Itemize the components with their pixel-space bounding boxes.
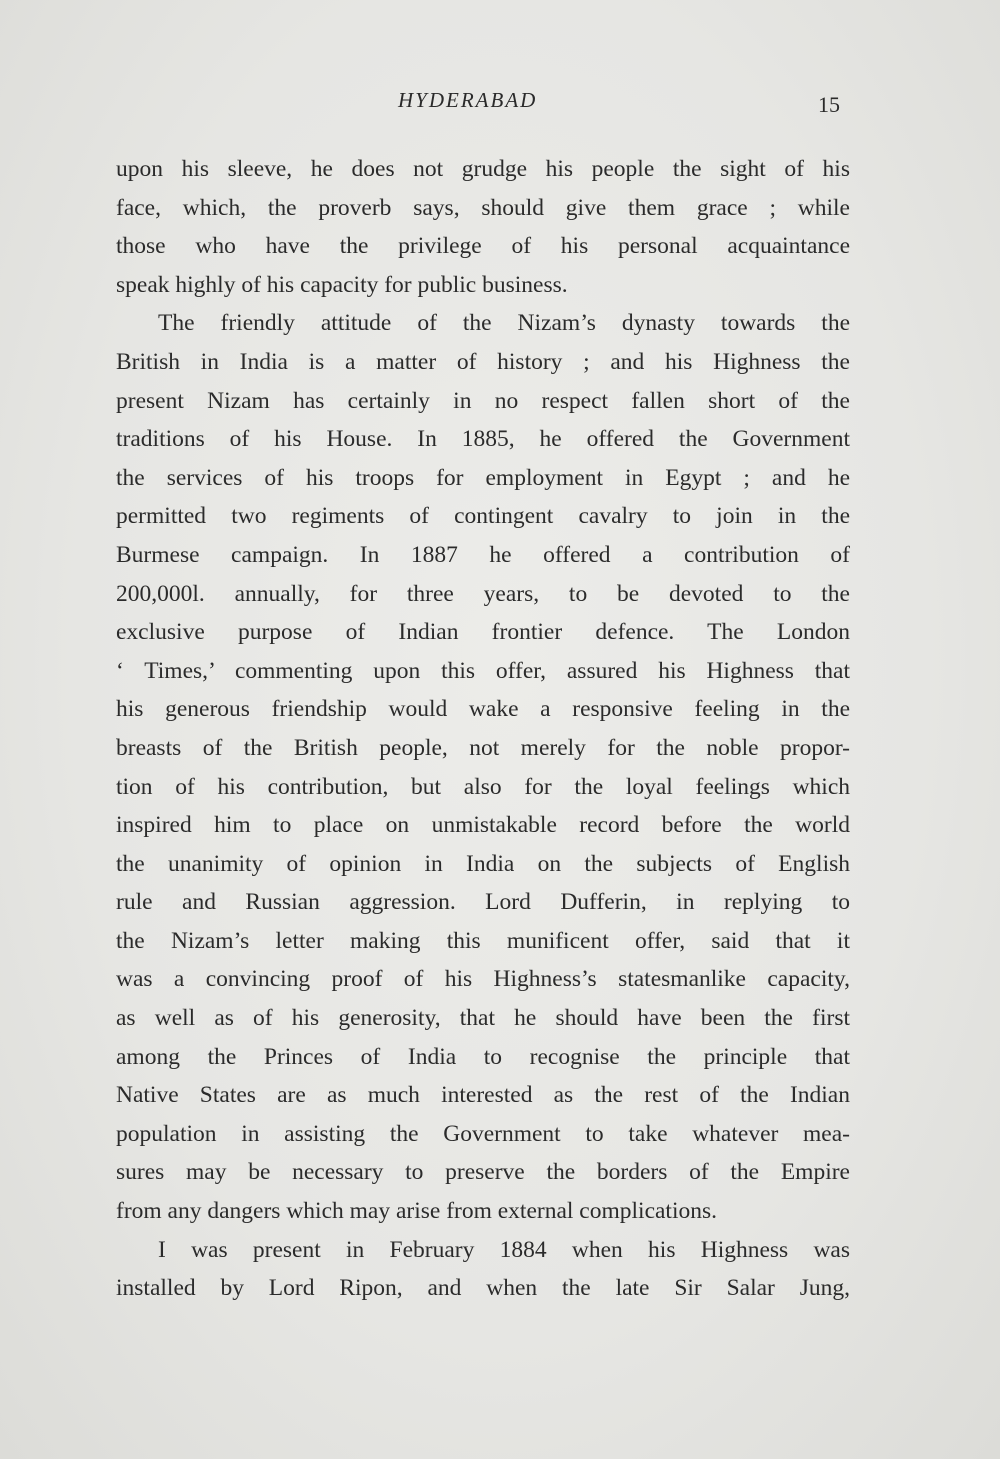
- text-line: installed by Lord Ripon, and when the late Sir Salar Jung,: [116, 1275, 850, 1302]
- text-line: I was present in February 1884 when his Highness was: [158, 1236, 850, 1263]
- text-line: permitted two regiments of contingent cavalry to join in the: [116, 503, 850, 530]
- text-line: sures may be necessary to preserve the borders of the Empire: [116, 1159, 850, 1186]
- text-line: inspired him to place on unmistakable record before the world: [116, 812, 850, 839]
- text-line: Burmese campaign. In 1887 he offered a contribution of: [116, 541, 850, 568]
- text-line: as well as of his generosity, that he should have been the first: [116, 1005, 850, 1032]
- text-line: British in India is a matter of history ; and his Highness the: [116, 348, 850, 375]
- text-line: tion of his contribution, but also for the loyal feelings which: [116, 773, 850, 800]
- text-line: among the Princes of India to recognise the principle that: [116, 1043, 850, 1070]
- text-line: his generous friendship would wake a responsive feeling in the: [116, 696, 850, 723]
- text-line: exclusive purpose of Indian frontier defence. The London: [116, 619, 850, 646]
- text-line: 200,000l. annually, for three years, to be devoted to the: [116, 580, 850, 607]
- text-line: present Nizam has certainly in no respect fallen short of the: [116, 387, 850, 414]
- text-line: The friendly attitude of the Nizam’s dynasty towards the: [158, 310, 850, 337]
- text-line: the services of his troops for employment in Egypt ; and he: [116, 464, 850, 491]
- text-line: upon his sleeve, he does not grudge his people the sight of his: [116, 156, 850, 182]
- text-line: rule and Russian aggression. Lord Dufferin, in replying to: [116, 889, 850, 916]
- text-line: speak highly of his capacity for public business.: [116, 271, 568, 298]
- text-line: from any dangers which may arise from external complications.: [116, 1198, 718, 1225]
- body-text: [116, 150, 850, 1308]
- text-line: the Nizam’s letter making this munificent offer, said that it: [116, 927, 850, 954]
- text-line: Native States are as much interested as the rest of the Indian: [116, 1082, 850, 1109]
- text-line: was a convincing proof of his Highness’s statesmanlike capacity,: [116, 966, 850, 993]
- text-line: the unanimity of opinion in India on the subjects of English: [116, 850, 850, 877]
- text-line: breasts of the British people, not merely for the noble propor-: [116, 734, 850, 761]
- text-line: face, which, the proverb says, should give them grace ; while: [116, 194, 850, 221]
- running-title: HYDERABAD: [398, 88, 538, 112]
- running-head: [0, 88, 1000, 118]
- text-line: those who have the privilege of his personal acquaintance: [116, 233, 850, 260]
- text-line: ‘ Times,’ commenting upon this offer, assured his Highness that: [116, 657, 850, 684]
- text-line: population in assisting the Government to take whatever mea-: [116, 1120, 850, 1147]
- page-number: 15: [818, 92, 840, 117]
- text-line: traditions of his House. In 1885, he offered the Government: [116, 426, 850, 453]
